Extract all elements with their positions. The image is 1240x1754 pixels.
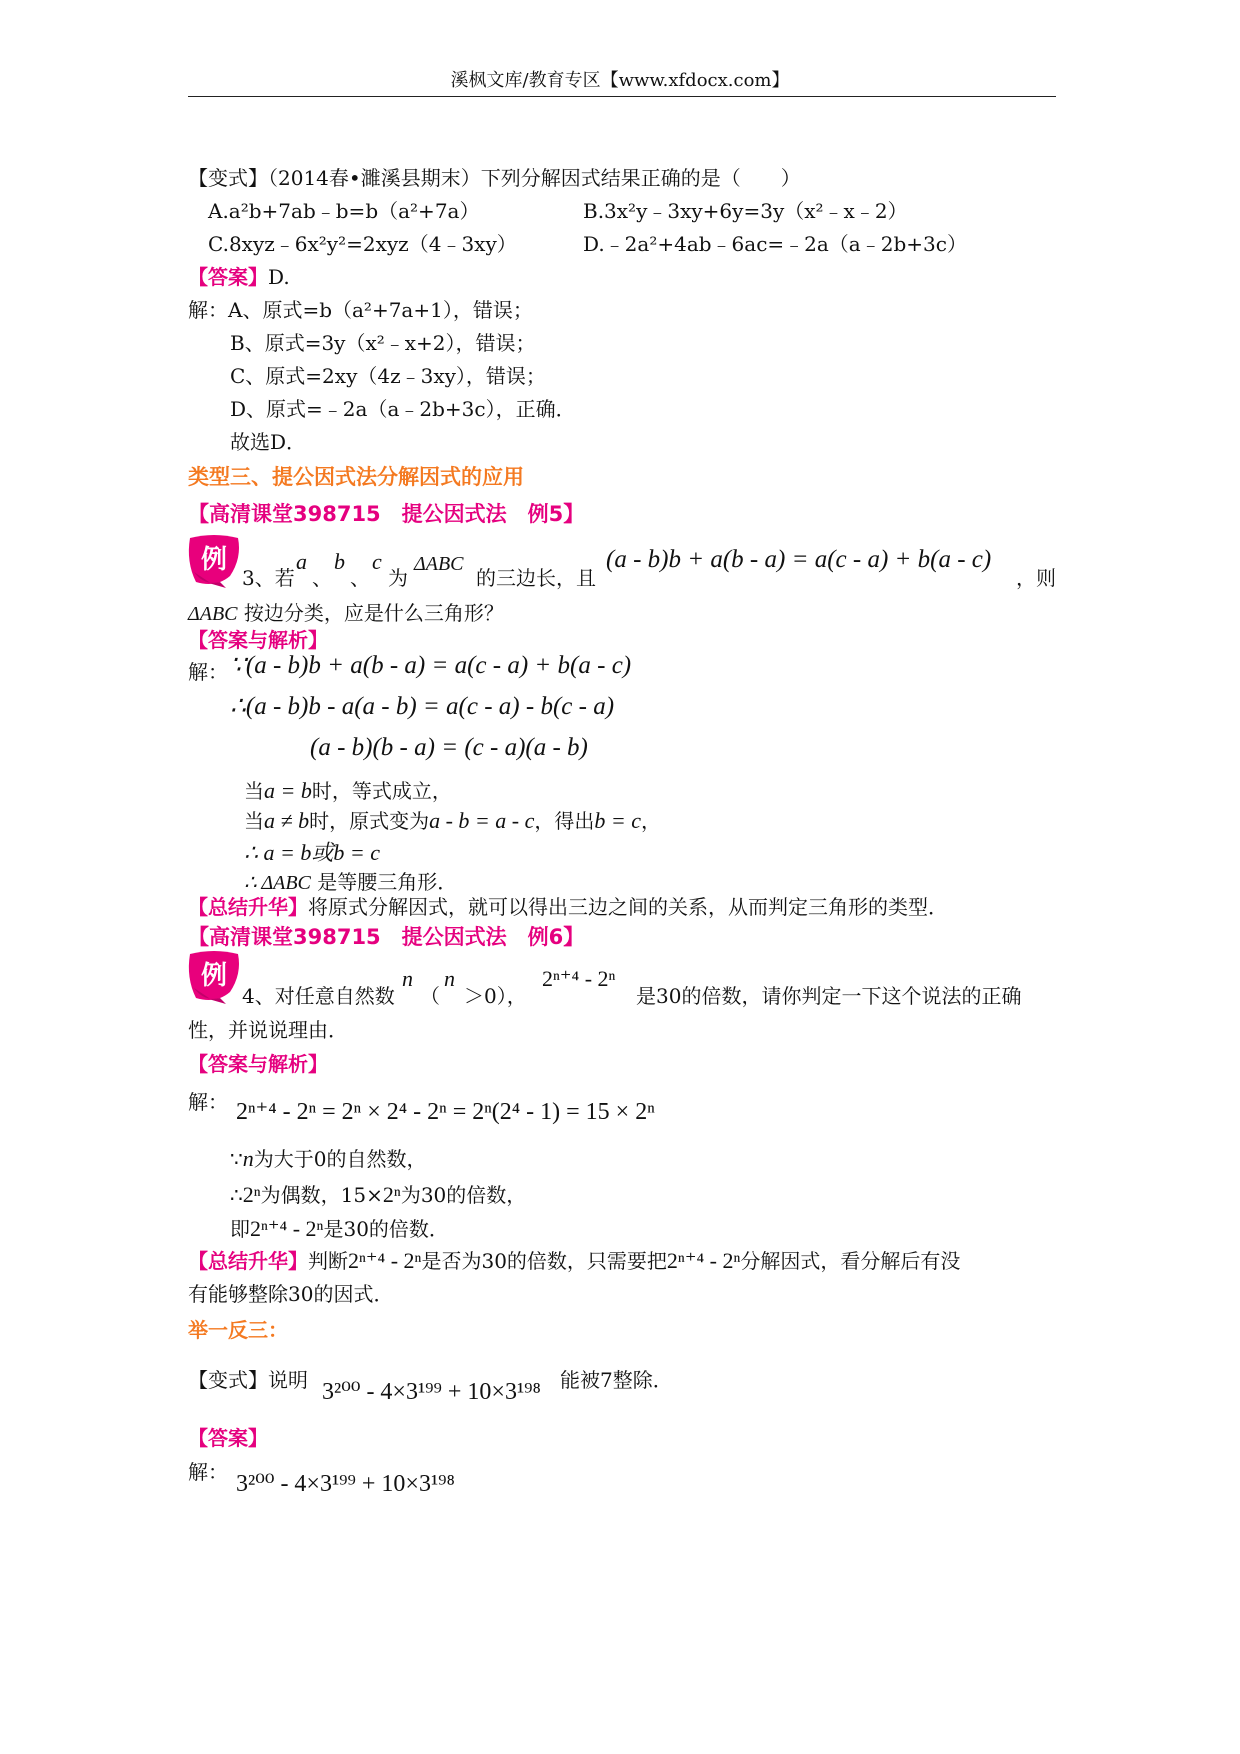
summary-tag: 【总结升华】	[188, 1249, 308, 1273]
example6-step-4	[230, 1216, 449, 1242]
sum-expr1: 2ⁿ⁺⁴ - 2ⁿ	[348, 1248, 422, 1273]
sum-expr2: 2ⁿ⁺⁴ - 2ⁿ	[666, 1248, 741, 1273]
s5-end: ，	[640, 809, 661, 833]
s3-expr2: 2ⁿ	[382, 1182, 401, 1207]
summary-text: 将原式分解因式，就可以得出三边之间的关系，从而判定三角形的类型．	[308, 895, 948, 919]
s3-post: 为30的倍数，	[400, 1183, 527, 1207]
s4-math: a = b	[264, 778, 312, 803]
solution-conclusion: 故选D．	[230, 430, 307, 454]
step-3: (a - b)(b - a) = (c - a)(a - b)	[310, 734, 588, 761]
option-d: D.﹣2a²+4ab﹣6ac=﹣2a（a﹣2b+3c）	[583, 232, 967, 256]
step-1: ∵(a - b)b + a(b - a) = a(c - a) + b(a - c)	[230, 652, 632, 679]
section-title: 类型三、提公因式法分解因式的应用	[188, 465, 524, 489]
solution-b: B、原式=3y（x²﹣x+2），错误；	[230, 331, 536, 355]
example5-badge-icon	[186, 532, 242, 588]
example5-badge-text: 例	[200, 545, 228, 575]
practice-title: 举一反三：	[188, 1318, 288, 1342]
example6-summary	[188, 1248, 960, 1274]
summary-tag: 【总结升华】	[188, 895, 308, 919]
example6-step-3	[230, 1182, 526, 1208]
var-c: c	[372, 549, 382, 574]
q-line2: 按边分类，应是什么三角形？	[243, 601, 504, 625]
answer-value: D.	[268, 265, 290, 289]
example6-step-2	[230, 1146, 426, 1172]
solution-label: 解：	[188, 660, 228, 684]
example5-tag: 【高清课堂398715 提公因式法 例5】	[188, 502, 585, 526]
solution-a: 解：A、原式=b（a²+7a+1），错误；	[188, 298, 533, 322]
sum-pre: 判断	[308, 1249, 348, 1273]
practice-post: 能被7整除．	[560, 1368, 673, 1392]
solution-c: C、原式=2xy（4z﹣3xy），错误；	[230, 364, 546, 388]
step-6: ∴ a = b或b = c	[244, 840, 380, 865]
s5-math1: a ≠ b	[264, 808, 310, 833]
sum-post: 分解因式，看分解后有没	[740, 1249, 961, 1273]
s5-math3: b = c	[594, 808, 641, 833]
s7-pre: ∴ ΔABC	[244, 872, 311, 894]
example6-line2: 性，并说说理由．	[188, 1018, 348, 1042]
example6-q-prefix: 4、对任意自然数	[242, 984, 395, 1008]
s3-expr: 2ⁿ	[242, 1182, 261, 1207]
s4-post: 是30的倍数．	[323, 1217, 449, 1241]
example6-step-1: 2ⁿ⁺⁴ - 2ⁿ = 2ⁿ × 2⁴ - 2ⁿ = 2ⁿ(2⁴ - 1) = 15 × 2ⁿ	[236, 1099, 655, 1125]
q-end: ，则	[1016, 566, 1056, 590]
q-prefix: 3、若	[242, 566, 295, 590]
practice-solution-label: 解：	[188, 1460, 228, 1484]
s2-n: n	[242, 1146, 254, 1171]
example6-badge-text: 例	[200, 961, 228, 991]
s4-post: 时，等式成立，	[311, 779, 452, 803]
step-5	[244, 808, 661, 834]
power-expression: 2ⁿ⁺⁴ - 2ⁿ	[542, 966, 616, 991]
q-mid: 的三边长，且	[476, 566, 596, 590]
s2-post: 为大于0的自然数，	[253, 1147, 427, 1171]
practice-answer-tag: 【答案】	[188, 1426, 268, 1450]
s5-mid2: ，得出	[534, 809, 595, 833]
s4-pre: 即	[230, 1217, 250, 1241]
s4-pre: 当	[244, 779, 264, 803]
page-header: 溪枫文库/教育专区【www.xfdocx.com】	[450, 70, 790, 91]
option-c: C.8xyz﹣6x²y²=2xyz（4﹣3xy）	[208, 232, 517, 256]
var-n: n	[402, 966, 413, 991]
example6-solution-label: 解：	[188, 1090, 228, 1114]
step-7	[244, 870, 457, 895]
s2-pre: ∵	[230, 1147, 243, 1171]
example6-tag: 【高清课堂398715 提公因式法 例6】	[188, 925, 585, 949]
s5-pre: 当	[244, 809, 264, 833]
example5-line2	[188, 601, 504, 626]
sum-mid: 是否为30的倍数，只需要把	[421, 1249, 667, 1273]
option-a: A.a²b+7ab﹣b=b（a²+7a）	[208, 199, 480, 223]
variant-stem: 【变式】（2014春•濉溪县期末）下列分解因式结果正确的是（ ）	[188, 166, 801, 190]
example5-answer-tag: 【答案与解析】	[188, 628, 328, 652]
example6-q-end: 是30的倍数，请你判定一下这个说法的正确	[636, 984, 1022, 1008]
q-paren: （	[420, 984, 440, 1008]
var-n-2: n	[444, 966, 455, 991]
s7-post: 是等腰三角形．	[317, 870, 458, 894]
q-gt: ＞0），	[464, 984, 527, 1008]
example6-summary-line2: 有能够整除30的因式．	[188, 1282, 394, 1306]
triangle-label: ΔABC	[414, 553, 464, 575]
s3-pre: ∴	[230, 1183, 243, 1207]
s3-mid: 为偶数，15×	[260, 1183, 383, 1207]
example6-answer-tag: 【答案与解析】	[188, 1052, 328, 1076]
sep2: 、	[350, 566, 370, 590]
example6-badge-icon	[186, 948, 242, 1004]
example5-question	[242, 566, 295, 590]
given-equation: (a - b)b + a(b - a) = a(c - a) + b(a - c)	[606, 546, 992, 573]
step-2: ∴(a - b)b - a(a - b) = a(c - a) - b(c - a)	[230, 693, 615, 720]
answer-line	[188, 265, 290, 289]
option-b: B.3x²y﹣3xy+6y=3y（x²﹣x﹣2）	[583, 199, 908, 223]
s4-expr: 2ⁿ⁺⁴ - 2ⁿ	[250, 1216, 324, 1241]
s5-mid: 时，原式变为	[309, 809, 430, 833]
triangle-label-2: ΔABC	[188, 603, 238, 625]
practice-expression: 3²⁰⁰ - 4×3¹⁹⁹ + 10×3¹⁹⁸	[322, 1379, 541, 1405]
solution-d: D、原式=﹣2a（a﹣2b+3c），正确．	[230, 397, 576, 421]
sep1: 、	[312, 566, 332, 590]
var-a: a	[296, 549, 307, 574]
practice-variant-tag: 【变式】说明	[188, 1368, 308, 1392]
step-4	[244, 778, 452, 804]
s5-math2: a - b = a - c	[429, 808, 535, 833]
example5-summary	[188, 895, 948, 919]
q-wei: 为	[388, 566, 408, 590]
answer-tag: 【答案】	[188, 265, 268, 289]
var-b: b	[334, 549, 345, 574]
practice-solution-expression: 3²⁰⁰ - 4×3¹⁹⁹ + 10×3¹⁹⁸	[236, 1471, 455, 1497]
header-rule	[188, 96, 1056, 97]
